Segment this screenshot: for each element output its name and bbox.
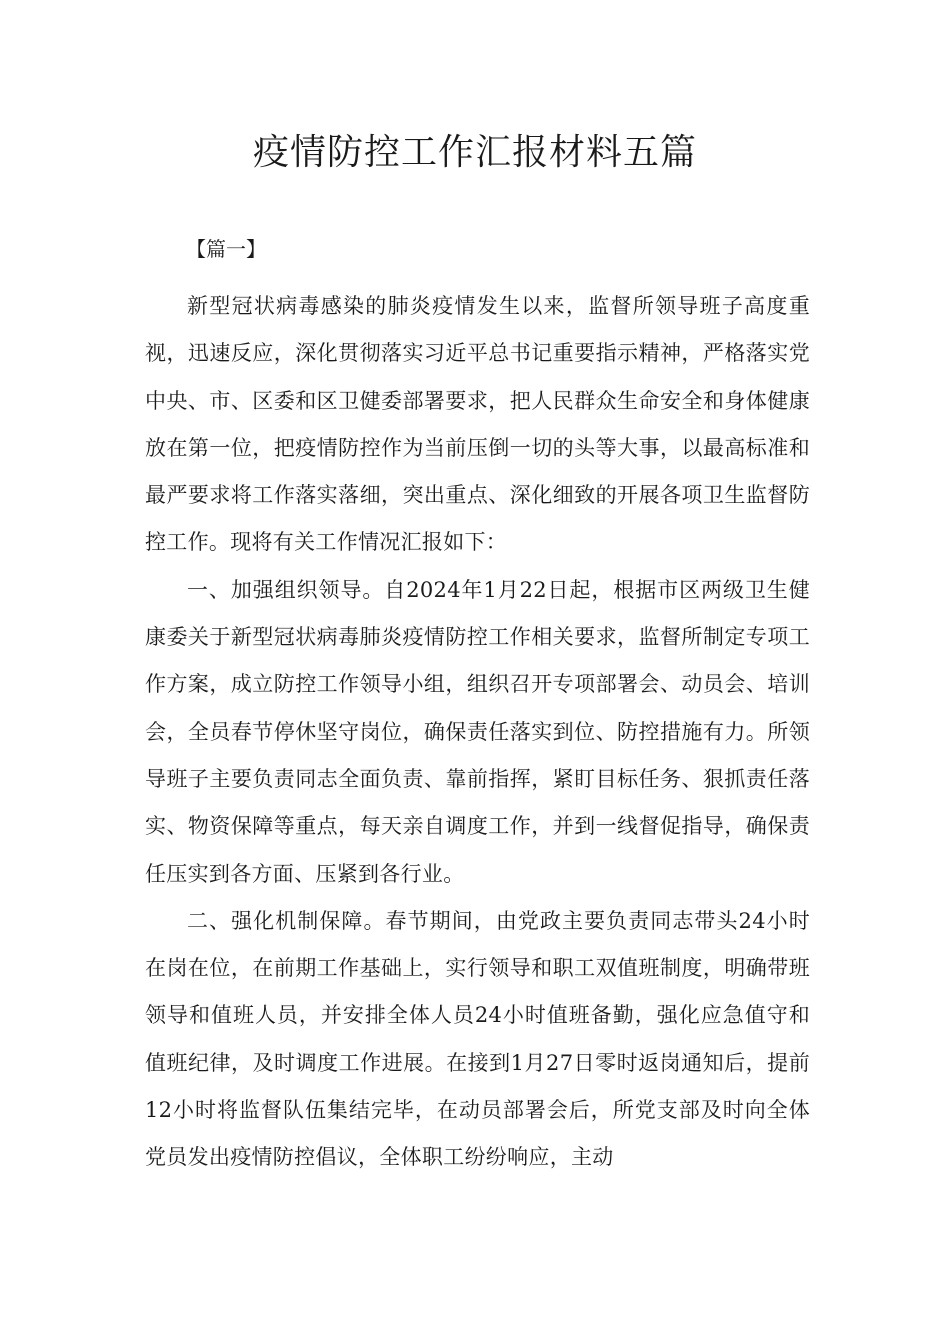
paragraph-mechanism: 二、强化机制保障。春节期间，由党政主要负责同志带头24小时在岗在位，在前期工作基础上，实行领导和职工双值班制度，明确带班领导和值班人员，并安排全体人员24小时值班备勤，强化应急值守和值班纪律，及时调度工作进展。在接到1月27日零时返岗通知后，提前12小时将监督队伍集结完毕，在动员部署会后，所党支部及时向全体党员发出疫情防控倡议，全体职工纷纷响应，主动 bbox=[145, 908, 810, 1170]
section-label: 【篇一】 bbox=[186, 237, 266, 261]
document-title: 疫情防控工作汇报材料五篇 bbox=[252, 132, 697, 173]
paragraph-organization: 一、加强组织领导。自2024年1月22日起，根据市区两级卫生健康委关于新型冠状病毒肺炎疫情防控工作相关要求，监督所制定专项工作方案，成立防控工作领导小组，组织召开专项部署会、动员会、培训会，全员春节停休坚守岗位，确保责任落实到位、防控措施有力。所领导班子主要负责同志全面负责、靠前指挥，紧盯目标任务、狠抓责任落实、物资保障等重点，每天亲自调度工作，并到一线督促指导，确保责任压实到各方面、压紧到各行业。 bbox=[145, 577, 810, 886]
document-body bbox=[145, 283, 810, 1182]
paragraph-intro: 新型冠状病毒感染的肺炎疫情发生以来，监督所领导班子高度重视，迅速反应，深化贯彻落实习近平总书记重要指示精神，严格落实党中央、市、区委和区卫健委部署要求，把人民群众生命安全和身体健康放在第一位，把疫情防控作为当前压倒一切的头等大事，以最高标准和最严要求将工作落实落细，突出重点、深化细致的开展各项卫生监督防控工作。现将有关工作情况汇报如下： bbox=[145, 294, 810, 555]
